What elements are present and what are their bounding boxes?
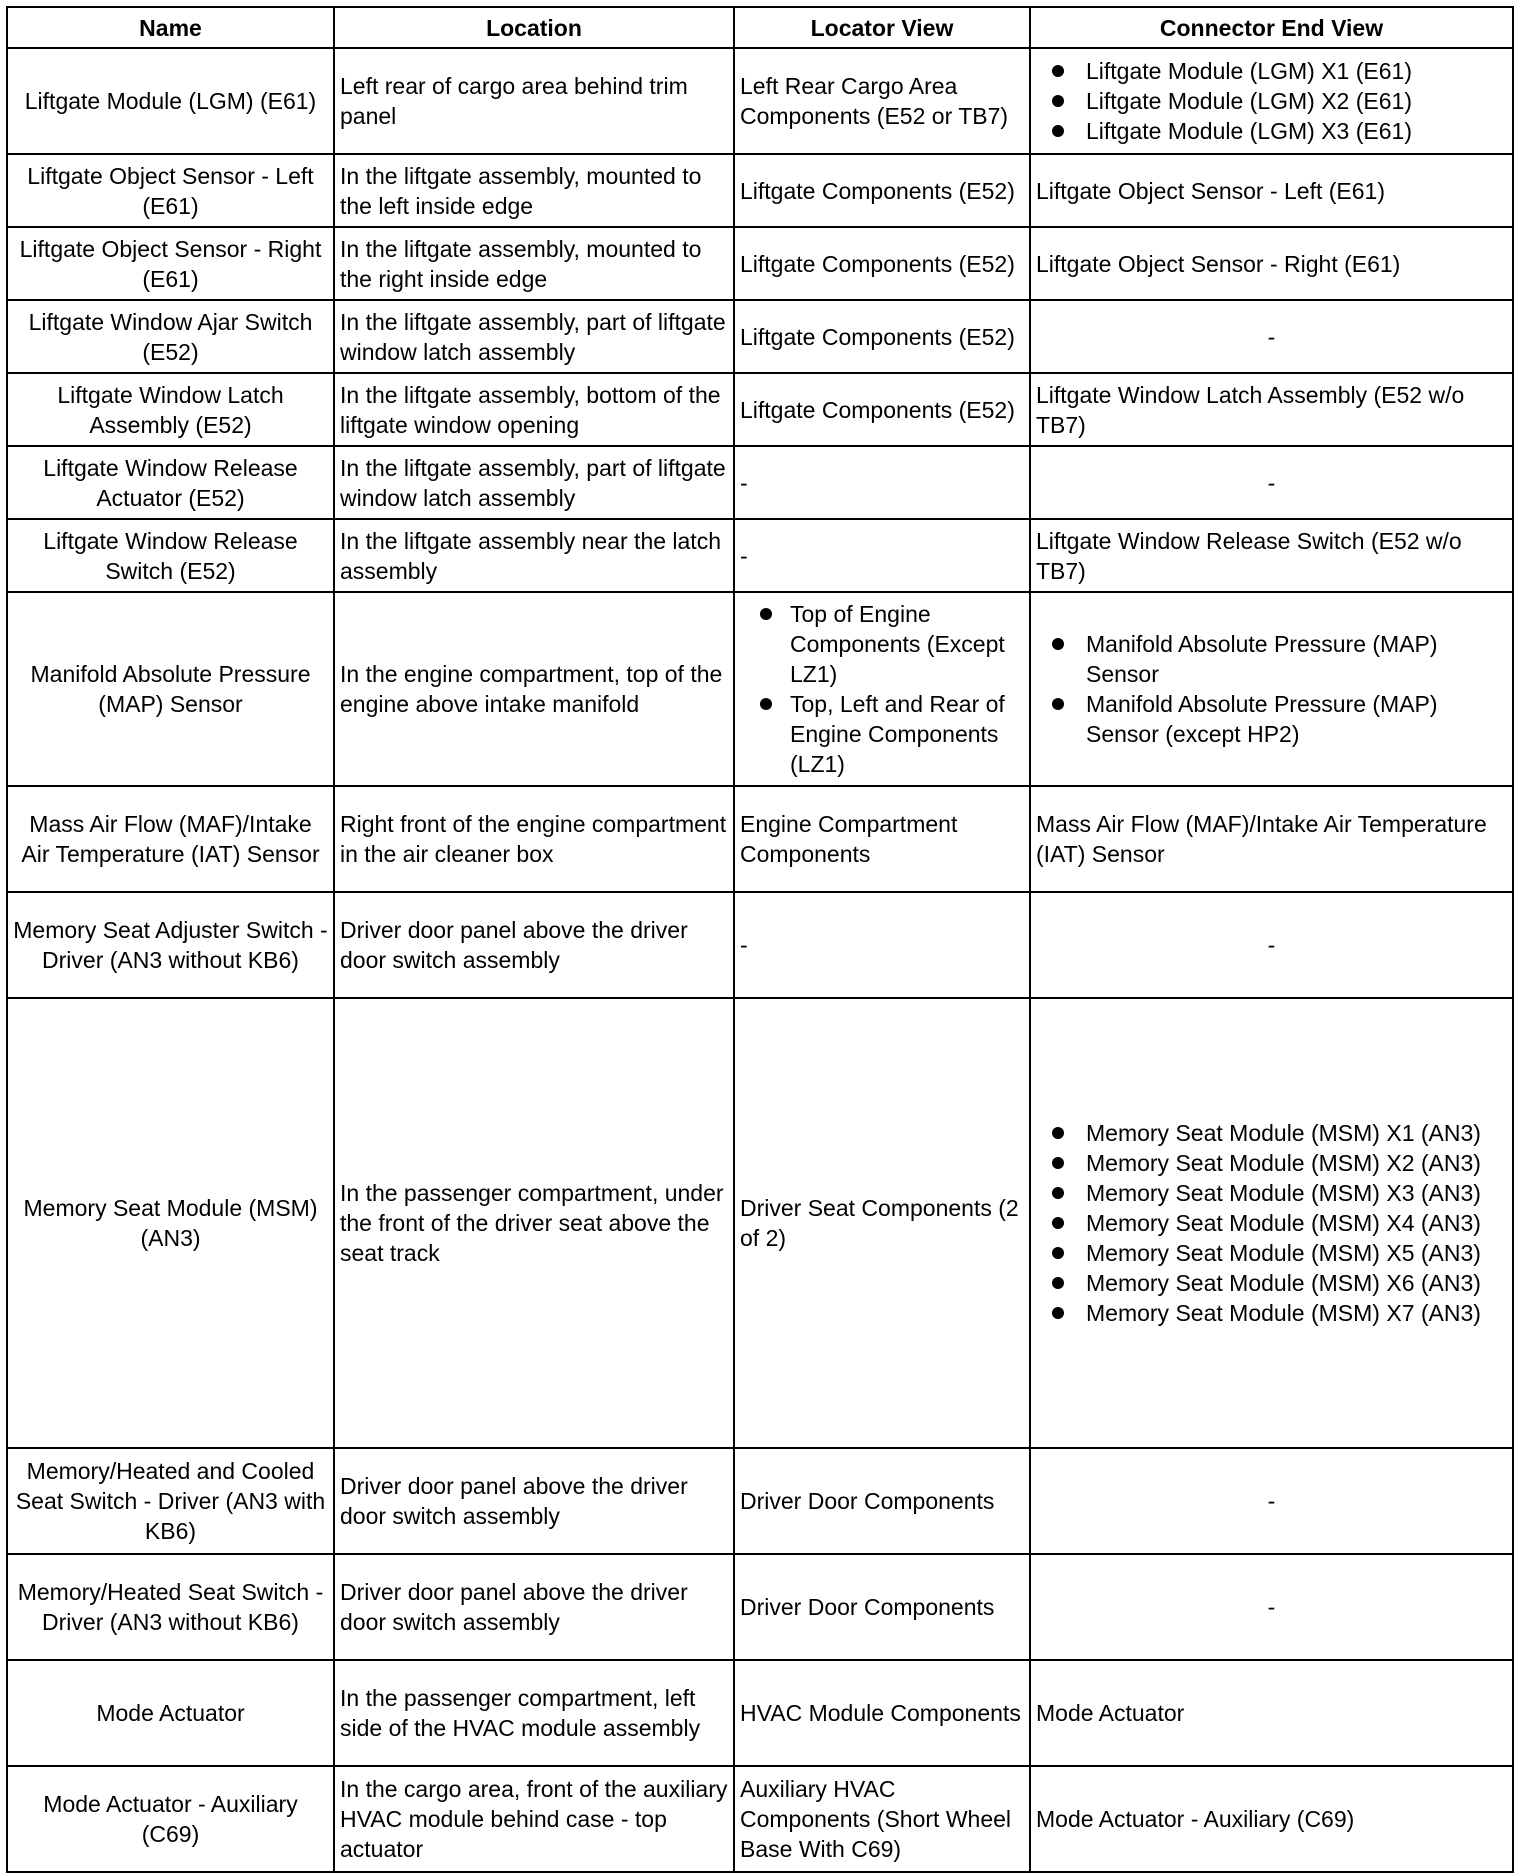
cell-locator-view: Engine Compartment Components <box>734 786 1030 892</box>
cell-locator-view: - <box>734 446 1030 519</box>
cell-locator-view: - <box>734 892 1030 998</box>
cell-name: Liftgate Object Sensor - Left (E61) <box>7 154 334 227</box>
cell-name: Memory Seat Adjuster Switch - Driver (AN3 without KB6) <box>7 892 334 998</box>
cell-connector-end-view <box>1030 998 1513 1448</box>
table-row <box>7 1554 1513 1660</box>
header-name: Name <box>7 7 334 48</box>
list-item: Memory Seat Module (MSM) X3 (AN3) <box>1036 1178 1507 1208</box>
cell-name: Liftgate Module (LGM) (E61) <box>7 48 334 154</box>
cell-location: Driver door panel above the driver door switch assembly <box>334 1554 734 1660</box>
table-row <box>7 1448 1513 1554</box>
list-item: Manifold Absolute Pressure (MAP) Sensor <box>1036 629 1507 689</box>
component-locator-table <box>6 6 1514 1873</box>
table-row <box>7 998 1513 1448</box>
cell-connector-end-view: Liftgate Object Sensor - Left (E61) <box>1030 154 1513 227</box>
cell-location: Driver door panel above the driver door switch assembly <box>334 1448 734 1554</box>
cell-locator-view: Auxiliary HVAC Components (Short Wheel Base With C69) <box>734 1766 1030 1872</box>
bullet-list <box>1036 56 1507 146</box>
cell-location: In the liftgate assembly, mounted to the left inside edge <box>334 154 734 227</box>
list-item: Liftgate Module (LGM) X1 (E61) <box>1036 56 1507 86</box>
cell-location: In the liftgate assembly, part of liftgate window latch assembly <box>334 446 734 519</box>
cell-locator-view: Left Rear Cargo Area Components (E52 or TB7) <box>734 48 1030 154</box>
cell-locator-view: Liftgate Components (E52) <box>734 373 1030 446</box>
bullet-list <box>1036 1118 1507 1328</box>
table-row <box>7 592 1513 786</box>
cell-locator-view: - <box>734 519 1030 592</box>
header-row <box>7 7 1513 48</box>
list-item: Liftgate Module (LGM) X2 (E61) <box>1036 86 1507 116</box>
table-row <box>7 519 1513 592</box>
table-row <box>7 1766 1513 1872</box>
cell-connector-end-view: - <box>1030 446 1513 519</box>
cell-connector-end-view <box>1030 48 1513 154</box>
cell-location: In the liftgate assembly, mounted to the right inside edge <box>334 227 734 300</box>
list-item: Memory Seat Module (MSM) X7 (AN3) <box>1036 1298 1507 1328</box>
cell-name: Memory/Heated Seat Switch - Driver (AN3 without KB6) <box>7 1554 334 1660</box>
header-connector-end-view: Connector End View <box>1030 7 1513 48</box>
cell-location: In the passenger compartment, under the front of the driver seat above the seat track <box>334 998 734 1448</box>
table-row <box>7 300 1513 373</box>
table-row <box>7 373 1513 446</box>
cell-name: Memory Seat Module (MSM) (AN3) <box>7 998 334 1448</box>
cell-location: In the engine compartment, top of the engine above intake manifold <box>334 592 734 786</box>
cell-connector-end-view: - <box>1030 1554 1513 1660</box>
cell-locator-view: Liftgate Components (E52) <box>734 300 1030 373</box>
bullet-list <box>1036 629 1507 749</box>
cell-locator-view: Driver Seat Components (2 of 2) <box>734 998 1030 1448</box>
list-item: Memory Seat Module (MSM) X5 (AN3) <box>1036 1238 1507 1268</box>
list-item: Memory Seat Module (MSM) X1 (AN3) <box>1036 1118 1507 1148</box>
cell-locator-view: Liftgate Components (E52) <box>734 154 1030 227</box>
cell-name: Mass Air Flow (MAF)/Intake Air Temperature (IAT) Sensor <box>7 786 334 892</box>
cell-locator-view: HVAC Module Components <box>734 1660 1030 1766</box>
list-item: Top, Left and Rear of Engine Components (LZ1) <box>740 689 1024 779</box>
cell-location: In the cargo area, front of the auxiliary HVAC module behind case - top actuator <box>334 1766 734 1872</box>
cell-name: Liftgate Window Release Switch (E52) <box>7 519 334 592</box>
cell-connector-end-view: Liftgate Window Latch Assembly (E52 w/o TB7) <box>1030 373 1513 446</box>
cell-connector-end-view: - <box>1030 1448 1513 1554</box>
cell-name: Liftgate Object Sensor - Right (E61) <box>7 227 334 300</box>
table-row <box>7 786 1513 892</box>
cell-location: In the liftgate assembly near the latch assembly <box>334 519 734 592</box>
header-locator-view: Locator View <box>734 7 1030 48</box>
cell-connector-end-view: Mode Actuator - Auxiliary (C69) <box>1030 1766 1513 1872</box>
cell-location: In the liftgate assembly, part of liftgate window latch assembly <box>334 300 734 373</box>
cell-connector-end-view <box>1030 592 1513 786</box>
cell-location: In the liftgate assembly, bottom of the liftgate window opening <box>334 373 734 446</box>
cell-location: Right front of the engine compartment in the air cleaner box <box>334 786 734 892</box>
table-row <box>7 892 1513 998</box>
cell-location: In the passenger compartment, left side of the HVAC module assembly <box>334 1660 734 1766</box>
cell-name: Liftgate Window Latch Assembly (E52) <box>7 373 334 446</box>
cell-connector-end-view: Liftgate Window Release Switch (E52 w/o TB7) <box>1030 519 1513 592</box>
table-row <box>7 48 1513 154</box>
cell-name: Mode Actuator - Auxiliary (C69) <box>7 1766 334 1872</box>
cell-locator-view: Driver Door Components <box>734 1554 1030 1660</box>
cell-locator-view <box>734 592 1030 786</box>
cell-connector-end-view: - <box>1030 892 1513 998</box>
cell-connector-end-view: Mass Air Flow (MAF)/Intake Air Temperature (IAT) Sensor <box>1030 786 1513 892</box>
cell-name: Memory/Heated and Cooled Seat Switch - Driver (AN3 with KB6) <box>7 1448 334 1554</box>
list-item: Memory Seat Module (MSM) X6 (AN3) <box>1036 1268 1507 1298</box>
cell-connector-end-view: - <box>1030 300 1513 373</box>
cell-locator-view: Driver Door Components <box>734 1448 1030 1554</box>
cell-connector-end-view: Mode Actuator <box>1030 1660 1513 1766</box>
table-row <box>7 1660 1513 1766</box>
table-body <box>7 48 1513 1872</box>
cell-name: Mode Actuator <box>7 1660 334 1766</box>
list-item: Liftgate Module (LGM) X3 (E61) <box>1036 116 1507 146</box>
header-location: Location <box>334 7 734 48</box>
table-row <box>7 227 1513 300</box>
cell-location: Driver door panel above the driver door switch assembly <box>334 892 734 998</box>
cell-location: Left rear of cargo area behind trim panel <box>334 48 734 154</box>
bullet-list <box>740 599 1024 779</box>
table-row <box>7 154 1513 227</box>
table-row <box>7 446 1513 519</box>
cell-connector-end-view: Liftgate Object Sensor - Right (E61) <box>1030 227 1513 300</box>
cell-name: Manifold Absolute Pressure (MAP) Sensor <box>7 592 334 786</box>
cell-name: Liftgate Window Ajar Switch (E52) <box>7 300 334 373</box>
list-item: Manifold Absolute Pressure (MAP) Sensor (except HP2) <box>1036 689 1507 749</box>
cell-name: Liftgate Window Release Actuator (E52) <box>7 446 334 519</box>
cell-locator-view: Liftgate Components (E52) <box>734 227 1030 300</box>
list-item: Memory Seat Module (MSM) X2 (AN3) <box>1036 1148 1507 1178</box>
list-item: Top of Engine Components (Except LZ1) <box>740 599 1024 689</box>
list-item: Memory Seat Module (MSM) X4 (AN3) <box>1036 1208 1507 1238</box>
